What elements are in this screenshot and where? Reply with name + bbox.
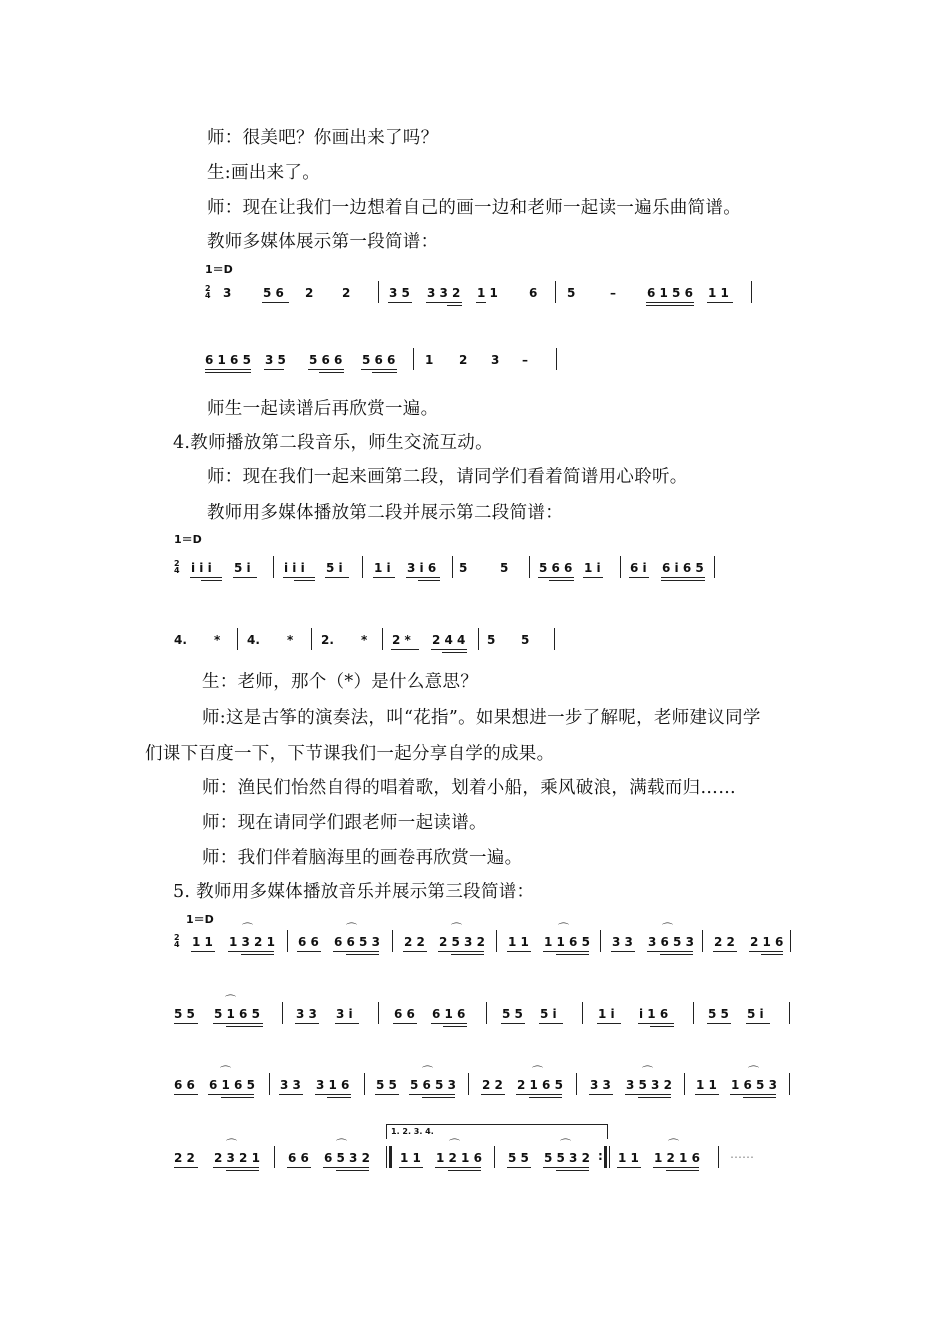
note: 6 1 6 5 [205, 353, 251, 367]
note: 5 6 5 3 [410, 1078, 456, 1092]
note: * [214, 633, 221, 647]
note: 6 [529, 286, 538, 300]
score-key: 1＝D [186, 913, 214, 926]
score-key: 1＝D [205, 263, 233, 276]
dialogue-line: 们课下百度一下，下节课我们一起分享自学的成果。 [145, 744, 555, 764]
note: 6 6 [394, 1007, 415, 1021]
note: 3 3 [590, 1078, 611, 1092]
paragraph: 教师用多媒体播放第二段并展示第二段简谱： [207, 503, 563, 523]
note: 1 i [598, 1007, 615, 1021]
note: 5 5 [508, 1151, 529, 1165]
note: 2 [459, 353, 468, 367]
note: 1 1 [696, 1078, 717, 1092]
note: 6 1 6 5 [209, 1078, 255, 1092]
note: * [287, 633, 294, 647]
score-row [205, 352, 765, 382]
note: * [361, 633, 368, 647]
note: 3 i [336, 1007, 353, 1021]
note: 6 1 6 [432, 1007, 466, 1021]
note: 1 1 [400, 1151, 421, 1165]
note: 3 3 [612, 935, 633, 949]
note: 3 [491, 353, 500, 367]
note: 5 i [326, 561, 343, 575]
note: 5 5 [174, 1007, 195, 1021]
note: 1 1 [618, 1151, 639, 1165]
note: 3 1 6 [316, 1078, 350, 1092]
note: 2 1 6 5 [517, 1078, 563, 1092]
note: 6 6 [288, 1151, 309, 1165]
note: 1 2 1 6 [436, 1151, 482, 1165]
note: 2 3 2 1 [214, 1151, 260, 1165]
continuation-dots: …… [730, 1147, 754, 1161]
note: 6 5 3 2 [324, 1151, 370, 1165]
dialogue-line: 师：很美吧？你画出来了吗？ [207, 128, 439, 148]
note: 2 5 3 2 [439, 935, 485, 949]
note: i 1 6 [639, 1007, 669, 1021]
note: 3 5 3 2 [626, 1078, 672, 1092]
note: 6 1 5 6 [647, 286, 693, 300]
note: 1 i [584, 561, 601, 575]
dialogue-line: 师：渔民们怡然自得的唱着歌，划着小船，乘风破浪，满载而归…… [202, 778, 736, 798]
note: 2. [321, 633, 334, 647]
note: 1 2 1 6 [654, 1151, 700, 1165]
note: 3 5 [265, 353, 286, 367]
dialogue-line: 生：老师，那个（*）是什么意思？ [202, 672, 479, 692]
dialogue-line: 师：我们伴着脑海里的画卷再欣赏一遍。 [202, 848, 523, 868]
note: 5 [459, 561, 468, 575]
note: 1 [425, 353, 434, 367]
note: 5 [521, 633, 530, 647]
note: 2 2 [482, 1078, 503, 1092]
note: 5 6 6 [539, 561, 573, 575]
note: 6 i 6 5 [662, 561, 704, 575]
dialogue-line: 生:画出来了。 [207, 163, 320, 183]
note: 2 2 [714, 935, 735, 949]
note: 5 6 6 [362, 353, 396, 367]
note: 3 6 5 3 [648, 935, 694, 949]
note: 2 2 [174, 1151, 195, 1165]
note: 3 5 [389, 286, 410, 300]
note: 3 3 [296, 1007, 317, 1021]
note: 5 6 6 [309, 353, 343, 367]
note: 6 i [630, 561, 647, 575]
score-row: 5 5 ⌒ 5 1 6 5 3 3 3 i 6 6 6 1 6 5 5 5 i 1 i i 1 6 5 5 5 i [174, 1006, 794, 1036]
note: i i i [191, 561, 212, 575]
note: 5 5 3 2 [544, 1151, 590, 1165]
note: 5 6 [263, 286, 284, 300]
score-row [205, 285, 765, 315]
score-row [174, 632, 734, 662]
note: 2 1 6 [750, 935, 784, 949]
note: 6 6 [298, 935, 319, 949]
note: 5 5 [502, 1007, 523, 1021]
dialogue-line: 师：现在请同学们跟老师一起读谱。 [202, 813, 487, 833]
dialogue-line: 师：现在让我们一边想着自己的画一边和老师一起读一遍乐曲简谱。 [207, 198, 741, 218]
note: 5 5 [376, 1078, 397, 1092]
note: 1 1 [708, 286, 729, 300]
note: 5 i [747, 1007, 764, 1021]
score-row [174, 560, 734, 590]
score-key: 1＝D [174, 533, 202, 546]
note: 5 [500, 561, 509, 575]
time-signature: 2 4 [205, 284, 211, 300]
note: 2 4 4 [432, 633, 466, 647]
note: 1 i [374, 561, 391, 575]
section-heading: 4.教师播放第二段音乐，师生交流互动。 [173, 433, 493, 453]
repeat-sign: : [598, 1149, 603, 1163]
note: 2 [342, 286, 351, 300]
note: 6 6 [174, 1078, 195, 1092]
note: 1 1 [508, 935, 529, 949]
note: 5 i [540, 1007, 557, 1021]
dialogue-line: 师:这是古筝的演奏法，叫“花指”。如果想进一步了解呢，老师建议同学 [202, 708, 761, 728]
note: 3 [223, 286, 232, 300]
note: 3 3 2 [427, 286, 461, 300]
section-heading: 5. 教师用多媒体播放音乐并展示第三段简谱： [173, 882, 535, 902]
note: 3 i 6 [407, 561, 437, 575]
time-signature: 2 4 [174, 559, 180, 575]
time-signature: 2 4 [174, 933, 180, 949]
note: 1 1 [192, 935, 213, 949]
score-row: 6 6 ⌒ 6 1 6 5 3 3 3 1 6 5 5 ⌒ 5 6 5 3 2 2 ⌒ 2 1 6 5 3 3 ⌒ 3 5 3 2 1 1 ⌒ 1 6 5 3 [174, 1077, 794, 1107]
paragraph: 师生一起读谱后再欣赏一遍。 [207, 399, 439, 419]
note: 1 6 5 3 [731, 1078, 777, 1092]
note: 6 6 5 3 [334, 935, 380, 949]
note: 5 [567, 286, 576, 300]
note: 2 * [392, 633, 411, 647]
note: i i i [284, 561, 305, 575]
volta-label: 1. 2. 3. 4. [391, 1127, 434, 1136]
note: – [522, 353, 528, 367]
note: 5 [487, 633, 496, 647]
note: 4. [247, 633, 260, 647]
dialogue-line: 教师多媒体展示第一段简谱： [207, 232, 439, 252]
score-row: 2 2 ⌒ 2 3 2 1 6 6 ⌒ 6 5 3 2 1 1 ⌒ 1 2 1 6 5 5 ⌒ 5 5 3 2 : 1 1 ⌒ 1 2 1 6 …… [174, 1150, 794, 1180]
dialogue-line: 师：现在我们一起来画第二段，请同学们看着简谱用心聆听。 [207, 467, 688, 487]
note: 1 3 2 1 [229, 935, 275, 949]
note: 5 5 [708, 1007, 729, 1021]
note: 5 1 6 5 [214, 1007, 260, 1021]
note: 1 1 6 5 [544, 935, 590, 949]
note: 1 1 [477, 286, 498, 300]
note: 2 2 [404, 935, 425, 949]
score-row: 2 4 1 1 ⌒ 1 3 2 1 6 6 ⌒ 6 6 5 3 2 2 ⌒ 2 5 3 2 1 1 ⌒ 1 1 6 5 3 3 ⌒ 3 6 5 3 2 2 2 1 6 [174, 934, 794, 964]
note: 4. [174, 633, 187, 647]
note: 3 3 [280, 1078, 301, 1092]
note: 5 i [234, 561, 251, 575]
note: 2 [305, 286, 314, 300]
note: – [610, 286, 616, 300]
